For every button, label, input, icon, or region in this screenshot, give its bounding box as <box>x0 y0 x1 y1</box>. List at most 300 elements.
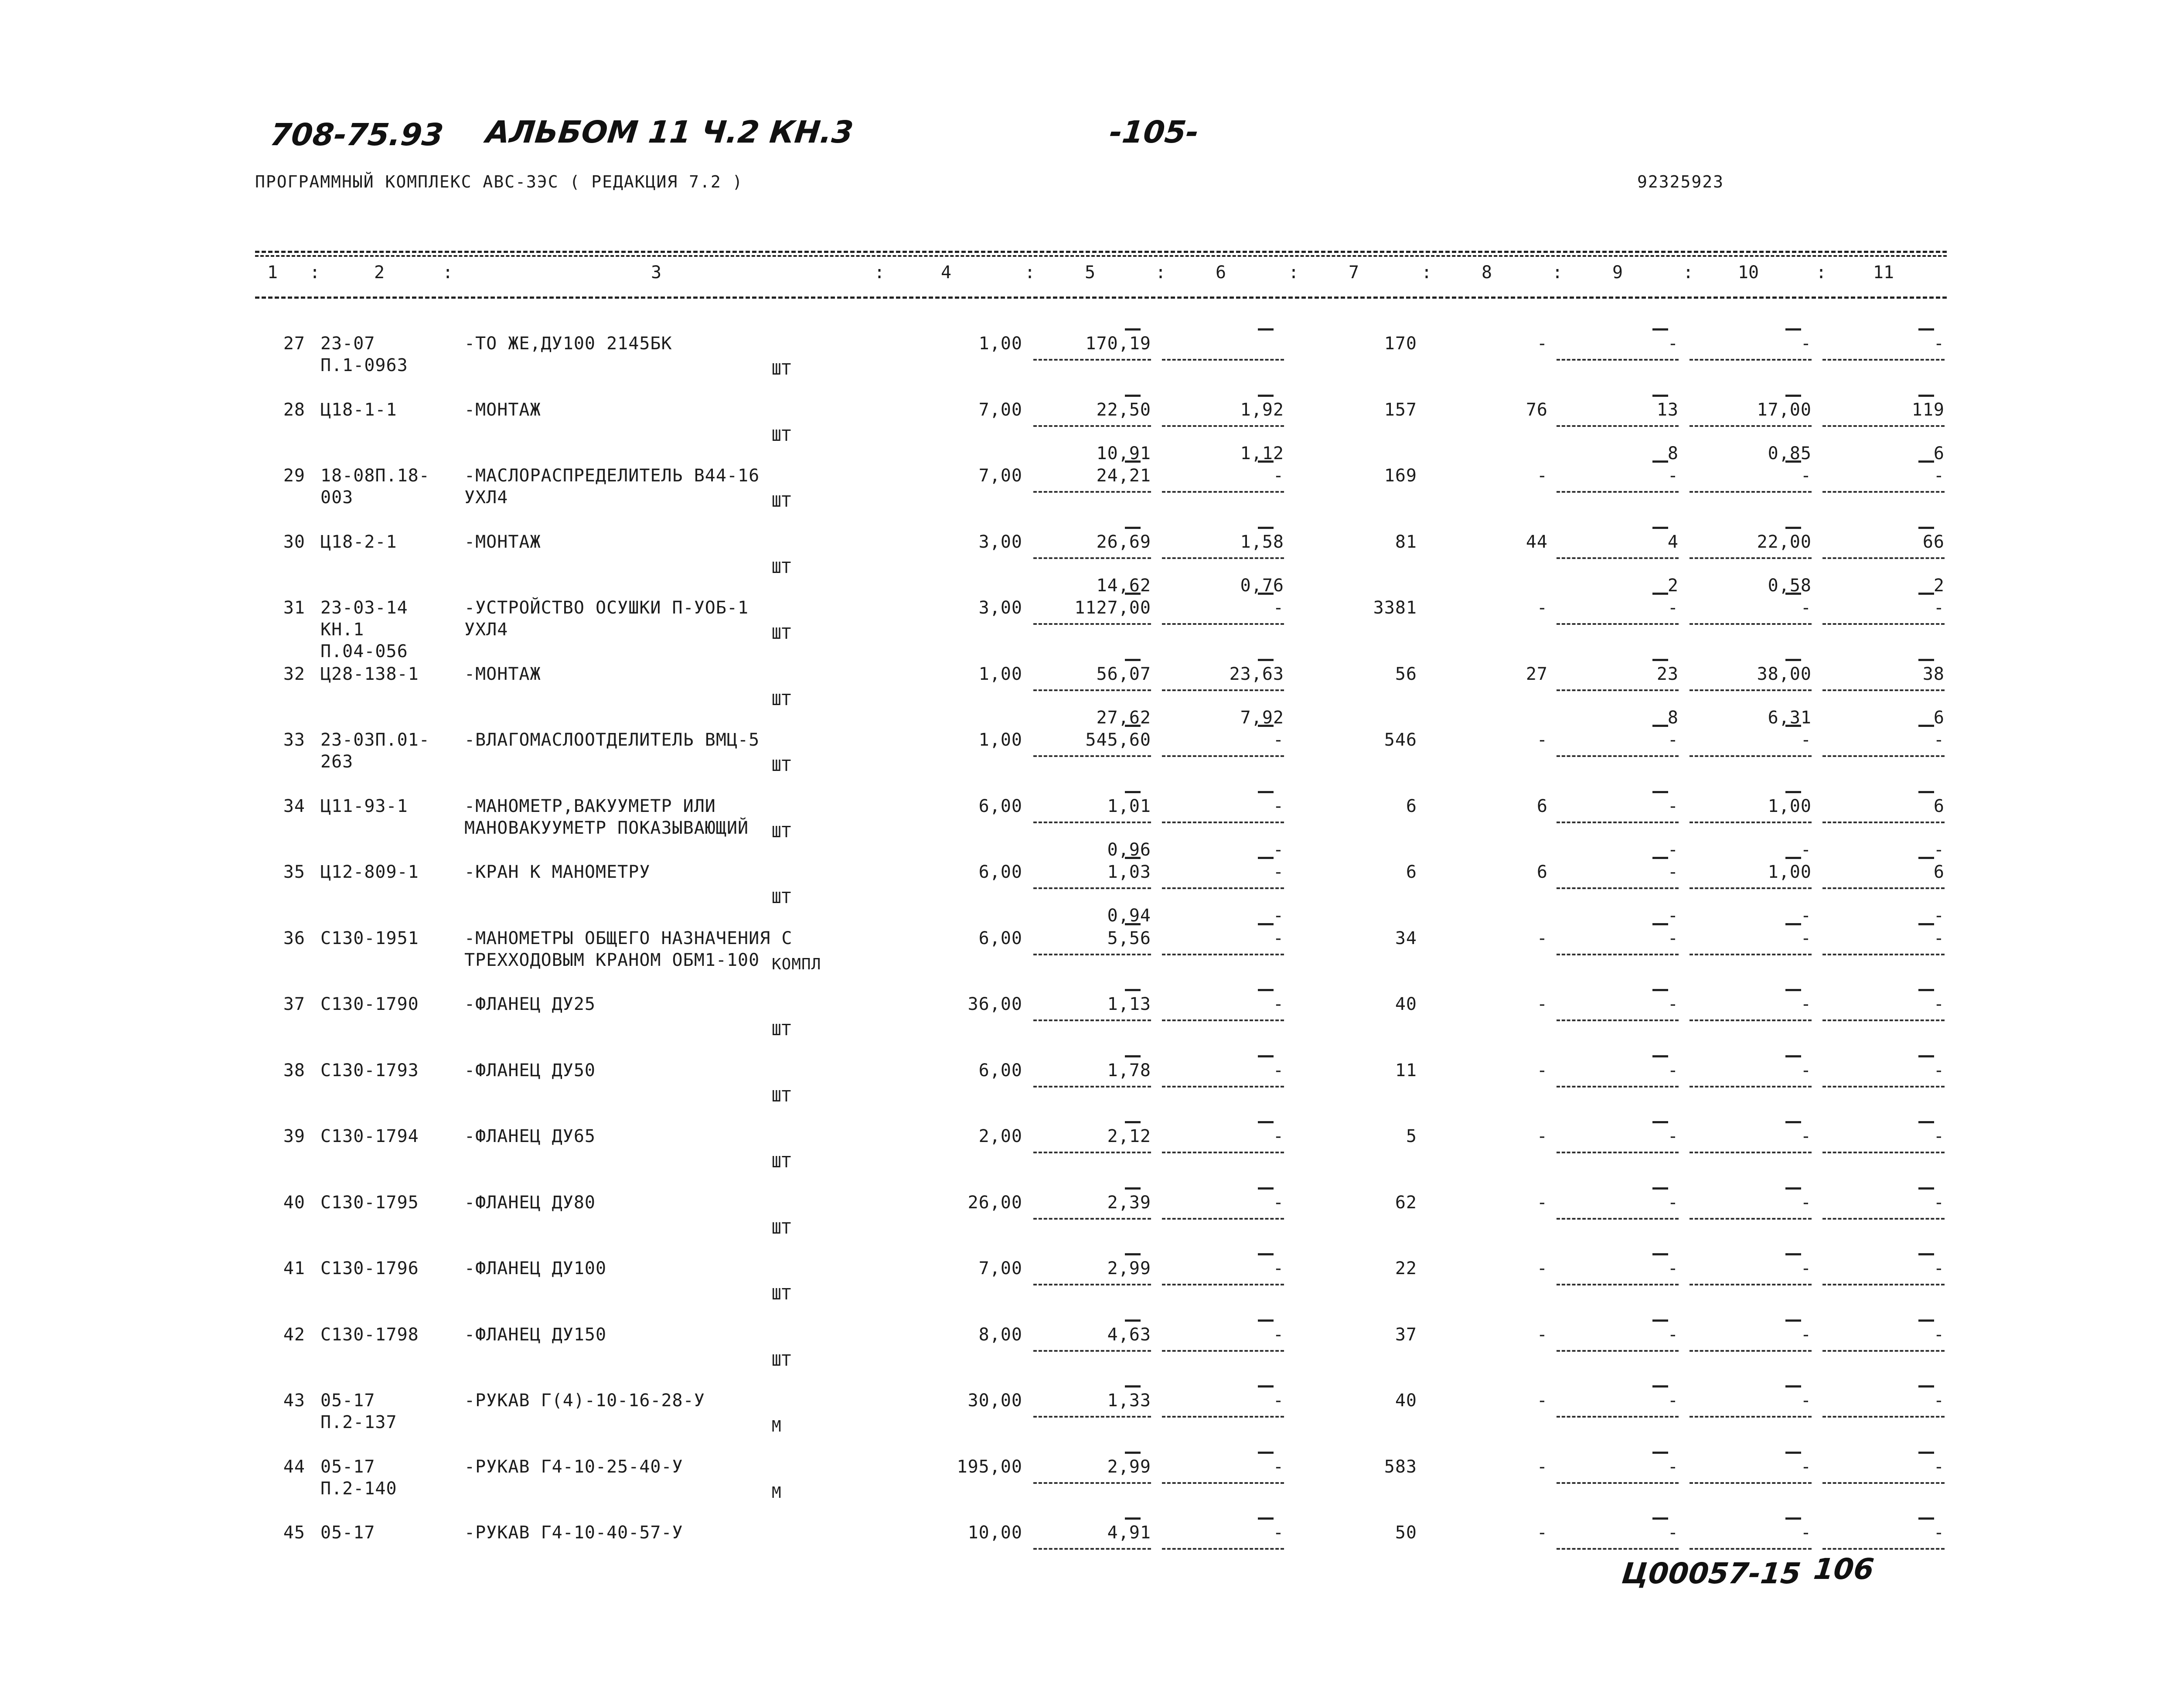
value-separator-line <box>1690 822 1812 823</box>
value-separator-line <box>1162 359 1284 361</box>
row-name: -ТО ЖЕ,ДУ100 2145БК <box>464 334 672 354</box>
row-col9-sub: 8 <box>1667 707 1679 728</box>
row-name: -ФЛАНЕЦ ДУ65 <box>464 1126 596 1146</box>
row-col11-sub: - <box>1933 839 1945 860</box>
row-col10: 22,00 <box>1757 532 1812 552</box>
value-separator-line <box>1557 755 1679 757</box>
value-separator-line <box>1033 1152 1151 1153</box>
row-total: 40 <box>1395 1391 1417 1411</box>
value-separator-line <box>1033 359 1151 361</box>
overline-mark <box>1258 1253 1274 1255</box>
row-unit: ШТ <box>772 757 792 775</box>
row-quantity: 6,00 <box>978 796 1022 816</box>
value-separator-line <box>1162 755 1284 757</box>
overline-mark <box>1785 989 1801 991</box>
overline-mark <box>1125 460 1141 463</box>
row-code: Ц11-93-1 <box>320 796 408 816</box>
row-wages: 76 <box>1526 399 1548 420</box>
row-name: -МОНТАЖ <box>464 664 541 684</box>
value-separator-line <box>1822 1218 1945 1220</box>
row-name-line2: УХЛ4 <box>464 488 508 508</box>
row-unit-price: 24,21 <box>1096 466 1151 486</box>
overline-mark <box>1125 659 1141 661</box>
value-separator-line <box>1033 1416 1151 1418</box>
row-col11: - <box>1933 730 1945 750</box>
value-separator-line <box>1162 1482 1284 1484</box>
row-col9: - <box>1667 862 1679 882</box>
value-separator-line <box>1557 1284 1679 1285</box>
row-col9: - <box>1667 1391 1679 1411</box>
value-separator-line <box>1033 755 1151 757</box>
value-separator-line <box>1557 689 1679 691</box>
row-machine-cost: - <box>1273 862 1284 882</box>
row-col11: 66 <box>1922 532 1945 552</box>
row-number: 31 <box>283 598 305 618</box>
row-col9: - <box>1667 928 1679 948</box>
row-machine-cost: - <box>1273 994 1284 1014</box>
overline-mark <box>1918 527 1934 529</box>
value-separator-line <box>1690 623 1812 625</box>
row-quantity: 8,00 <box>978 1324 1022 1345</box>
row-number: 41 <box>283 1258 305 1278</box>
row-total: 6 <box>1406 796 1417 816</box>
row-code-line2: КН.1 <box>320 620 364 640</box>
column-header-2: 2 <box>374 263 385 283</box>
value-separator-line <box>1162 822 1284 823</box>
overline-mark <box>1785 659 1801 661</box>
row-quantity: 26,00 <box>967 1192 1022 1213</box>
column-separator: : <box>1288 263 1299 283</box>
overline-mark <box>1785 1253 1801 1255</box>
overline-mark <box>1652 328 1668 331</box>
row-number: 27 <box>283 334 305 354</box>
row-col11: - <box>1933 1060 1945 1081</box>
row-quantity: 36,00 <box>967 994 1022 1014</box>
row-quantity: 6,00 <box>978 1060 1022 1081</box>
row-col10: 1,00 <box>1768 796 1812 816</box>
row-col10: - <box>1800 1324 1812 1345</box>
overline-mark <box>1125 989 1141 991</box>
row-name: -РУКАВ Г(4)-10-16-28-У <box>464 1391 705 1411</box>
row-machine-cost: - <box>1273 928 1284 948</box>
row-wages: - <box>1536 1456 1548 1477</box>
table-top-rule-2 <box>255 255 1947 257</box>
row-total: 546 <box>1384 730 1417 750</box>
row-quantity: 6,00 <box>978 928 1022 948</box>
value-separator-line <box>1557 1086 1679 1088</box>
value-separator-line <box>1822 491 1945 493</box>
value-separator-line <box>1162 1152 1284 1153</box>
row-number: 33 <box>283 730 305 750</box>
row-number: 35 <box>283 862 305 882</box>
value-separator-line <box>1822 689 1945 691</box>
row-col9-sub: 2 <box>1667 575 1679 596</box>
row-col9: - <box>1667 1523 1679 1543</box>
row-col10: - <box>1800 730 1812 750</box>
value-separator-line <box>1822 887 1945 889</box>
row-unit-price: 1127,00 <box>1074 598 1151 618</box>
row-col11: - <box>1933 466 1945 486</box>
row-number: 36 <box>283 928 305 948</box>
row-name: -ФЛАНЕЦ ДУ100 <box>464 1258 607 1278</box>
row-unit-price-sub: 0,96 <box>1107 839 1151 860</box>
overline-mark <box>1918 659 1934 661</box>
overline-mark <box>1125 791 1141 793</box>
row-machine-cost: - <box>1273 730 1284 750</box>
row-machine-cost: - <box>1273 1324 1284 1345</box>
row-unit: КОМПЛ <box>772 955 821 973</box>
row-col11: - <box>1933 1523 1945 1543</box>
row-wages: 44 <box>1526 532 1548 552</box>
value-separator-line <box>1822 1152 1945 1153</box>
row-col10-sub: - <box>1800 906 1812 926</box>
row-unit-price: 1,33 <box>1107 1391 1151 1411</box>
row-machine-cost: - <box>1273 796 1284 816</box>
overline-mark <box>1918 328 1934 331</box>
row-code-line2: 003 <box>320 488 354 508</box>
row-wages: - <box>1536 598 1548 618</box>
row-quantity: 7,00 <box>978 1258 1022 1278</box>
overline-mark <box>1918 1253 1934 1255</box>
value-separator-line <box>1557 954 1679 955</box>
overline-mark <box>1785 1452 1801 1454</box>
row-wages: - <box>1536 928 1548 948</box>
overline-mark <box>1785 923 1801 925</box>
overline-mark <box>1918 395 1934 397</box>
row-col9: - <box>1667 466 1679 486</box>
overline-mark <box>1918 1055 1934 1057</box>
row-col11-sub: - <box>1933 906 1945 926</box>
row-total: 583 <box>1384 1456 1417 1477</box>
row-col11: - <box>1933 598 1945 618</box>
row-wages: - <box>1536 1258 1548 1278</box>
row-unit-price-sub: 10,91 <box>1096 443 1151 464</box>
overline-mark <box>1258 1187 1274 1190</box>
value-separator-line <box>1162 557 1284 559</box>
value-separator-line <box>1690 689 1812 691</box>
overline-mark <box>1918 1319 1934 1322</box>
row-col9-sub: - <box>1667 906 1679 926</box>
row-code-line2: П.1-0963 <box>320 355 408 375</box>
row-code-line3: П.04-056 <box>320 641 408 661</box>
row-code-line2: П.2-137 <box>320 1412 397 1432</box>
overline-mark <box>1652 725 1668 727</box>
row-number: 29 <box>283 466 305 486</box>
row-col9: - <box>1667 1126 1679 1146</box>
row-col11: - <box>1933 1192 1945 1213</box>
row-code: Ц28-138-1 <box>320 664 419 684</box>
row-code: С130-1796 <box>320 1258 419 1278</box>
overline-mark <box>1258 328 1274 331</box>
value-separator-line <box>1033 1086 1151 1088</box>
row-unit: ШТ <box>772 889 792 907</box>
row-machine-cost: 23,63 <box>1229 664 1284 684</box>
overline-mark <box>1258 725 1274 727</box>
row-machine-cost: - <box>1273 1126 1284 1146</box>
overline-mark <box>1652 923 1668 925</box>
table-top-rule <box>255 251 1947 253</box>
row-unit: ШТ <box>772 625 792 643</box>
row-col11: - <box>1933 1258 1945 1278</box>
row-unit-price: 4,63 <box>1107 1324 1151 1345</box>
overline-mark <box>1125 725 1141 727</box>
row-name-line2: МАНОВАКУУМЕТР ПОКАЗЫВАЮЩИЙ <box>464 818 749 838</box>
row-name: -УСТРОЙСТВО ОСУШКИ П-УОБ-1 <box>464 598 749 618</box>
value-separator-line <box>1162 887 1284 889</box>
row-machine-cost: - <box>1273 1060 1284 1081</box>
overline-mark <box>1652 989 1668 991</box>
row-col9-sub: - <box>1667 839 1679 860</box>
row-quantity: 3,00 <box>978 598 1022 618</box>
value-separator-line <box>1033 491 1151 493</box>
row-total: 169 <box>1384 466 1417 486</box>
overline-mark <box>1258 527 1274 529</box>
row-wages: - <box>1536 730 1548 750</box>
overline-mark <box>1125 395 1141 397</box>
row-quantity: 2,00 <box>978 1126 1022 1146</box>
row-col9: 23 <box>1656 664 1679 684</box>
value-separator-line <box>1557 1152 1679 1153</box>
row-quantity: 30,00 <box>967 1391 1022 1411</box>
row-col11: 119 <box>1911 399 1945 420</box>
column-header-8: 8 <box>1481 263 1492 283</box>
overline-mark <box>1258 1319 1274 1322</box>
overline-mark <box>1785 1385 1801 1388</box>
overline-mark <box>1918 1517 1934 1520</box>
row-unit: ШТ <box>772 361 792 378</box>
column-header-11: 11 <box>1873 263 1894 283</box>
row-code: 23-07 <box>320 334 375 354</box>
value-separator-line <box>1822 1482 1945 1484</box>
row-col10: - <box>1800 928 1812 948</box>
row-col11: - <box>1933 994 1945 1014</box>
row-code: Ц12-809-1 <box>320 862 419 882</box>
row-col10: - <box>1800 1258 1812 1278</box>
row-col11: 6 <box>1933 796 1945 816</box>
row-total: 3381 <box>1373 598 1417 618</box>
overline-mark <box>1918 791 1934 793</box>
overline-mark <box>1652 395 1668 397</box>
overline-mark <box>1918 593 1934 595</box>
row-total: 50 <box>1395 1523 1417 1543</box>
overline-mark <box>1258 791 1274 793</box>
row-total: 34 <box>1395 928 1417 948</box>
value-separator-line <box>1033 1218 1151 1220</box>
value-separator-line <box>1033 887 1151 889</box>
overline-mark <box>1785 1055 1801 1057</box>
row-col11: - <box>1933 1456 1945 1477</box>
row-quantity: 3,00 <box>978 532 1022 552</box>
column-header-9: 9 <box>1612 263 1623 283</box>
row-total: 5 <box>1406 1126 1417 1146</box>
value-separator-line <box>1690 1218 1812 1220</box>
row-unit: ШТ <box>772 1153 792 1171</box>
value-separator-line <box>1822 1086 1945 1088</box>
row-col10-sub: - <box>1800 839 1812 860</box>
row-number: 30 <box>283 532 305 552</box>
column-header-10: 10 <box>1737 263 1759 283</box>
overline-mark <box>1652 1121 1668 1123</box>
overline-mark <box>1652 527 1668 529</box>
value-separator-line <box>1690 1284 1812 1285</box>
row-unit: ШТ <box>772 1087 792 1105</box>
value-separator-line <box>1690 1350 1812 1352</box>
overline-mark <box>1652 460 1668 463</box>
row-unit: ШТ <box>772 1285 792 1303</box>
row-machine-cost-sub: 1,12 <box>1240 443 1284 464</box>
overline-mark <box>1258 1121 1274 1123</box>
row-col9: - <box>1667 1258 1679 1278</box>
row-unit-price: 2,99 <box>1107 1456 1151 1477</box>
row-code: 23-03-14 <box>320 598 408 618</box>
value-separator-line <box>1033 623 1151 625</box>
row-name: -ФЛАНЕЦ ДУ150 <box>464 1324 607 1345</box>
row-col9: - <box>1667 1324 1679 1345</box>
row-wages: - <box>1536 1324 1548 1345</box>
value-separator-line <box>1162 954 1284 955</box>
row-code: С130-1795 <box>320 1192 419 1213</box>
value-separator-line <box>1557 1019 1679 1021</box>
row-unit-price: 56,07 <box>1096 664 1151 684</box>
overline-mark <box>1258 593 1274 595</box>
row-unit: ШТ <box>772 426 792 445</box>
value-separator-line <box>1557 491 1679 493</box>
row-col9: - <box>1667 1456 1679 1477</box>
value-separator-line <box>1162 1218 1284 1220</box>
column-separator: : <box>1552 263 1563 283</box>
row-machine-cost: - <box>1273 1258 1284 1278</box>
value-separator-line <box>1822 1548 1945 1550</box>
value-separator-line <box>1557 623 1679 625</box>
row-number: 34 <box>283 796 305 816</box>
row-code-line2: П.2-140 <box>320 1478 397 1499</box>
row-col11: - <box>1933 1126 1945 1146</box>
row-col10: - <box>1800 1060 1812 1081</box>
value-separator-line <box>1162 623 1284 625</box>
overline-mark <box>1652 1253 1668 1255</box>
overline-mark <box>1652 1187 1668 1190</box>
overline-mark <box>1918 857 1934 859</box>
row-col10: 17,00 <box>1757 399 1812 420</box>
row-machine-cost: - <box>1273 1391 1284 1411</box>
overline-mark <box>1652 1517 1668 1520</box>
column-separator: : <box>1155 263 1166 283</box>
value-separator-line <box>1557 1482 1679 1484</box>
row-unit-price: 22,50 <box>1096 399 1151 420</box>
row-code: 05-17 <box>320 1391 375 1411</box>
overline-mark <box>1918 460 1934 463</box>
row-unit: ШТ <box>772 1219 792 1238</box>
row-col9: - <box>1667 1192 1679 1213</box>
row-unit: М <box>772 1418 782 1435</box>
row-total: 62 <box>1395 1192 1417 1213</box>
overline-mark <box>1785 725 1801 727</box>
value-separator-line <box>1690 425 1812 427</box>
row-wages: 27 <box>1526 664 1548 684</box>
row-name: -ФЛАНЕЦ ДУ50 <box>464 1060 596 1081</box>
row-name: -ФЛАНЕЦ ДУ25 <box>464 994 596 1014</box>
overline-mark <box>1918 1385 1934 1388</box>
row-machine-cost-sub: 7,92 <box>1240 707 1284 728</box>
column-header-7: 7 <box>1348 263 1359 283</box>
row-col11: - <box>1933 928 1945 948</box>
overline-mark <box>1785 328 1801 331</box>
overline-mark <box>1785 1187 1801 1190</box>
row-code: Ц18-2-1 <box>320 532 397 552</box>
row-unit-price: 5,56 <box>1107 928 1151 948</box>
row-unit-price: 26,69 <box>1096 532 1151 552</box>
overline-mark <box>1258 460 1274 463</box>
row-col10: - <box>1800 1126 1812 1146</box>
doc-number: 708-75.93 <box>268 117 445 153</box>
row-col9: - <box>1667 1060 1679 1081</box>
value-separator-line <box>1557 557 1679 559</box>
value-separator-line <box>1690 887 1812 889</box>
column-separator: : <box>310 263 320 283</box>
overline-mark <box>1785 527 1801 529</box>
value-separator-line <box>1033 689 1151 691</box>
row-col10: - <box>1800 598 1812 618</box>
row-number: 28 <box>283 399 305 420</box>
value-separator-line <box>1162 1350 1284 1352</box>
value-separator-line <box>1690 1482 1812 1484</box>
row-quantity: 195,00 <box>957 1456 1022 1477</box>
overline-mark <box>1258 1452 1274 1454</box>
overline-mark <box>1652 1319 1668 1322</box>
overline-mark <box>1125 527 1141 529</box>
overline-mark <box>1918 1121 1934 1123</box>
column-header-1: 1 <box>267 263 278 283</box>
value-separator-line <box>1033 822 1151 823</box>
value-separator-line <box>1033 954 1151 955</box>
value-separator-line <box>1822 359 1945 361</box>
overline-mark <box>1125 1187 1141 1190</box>
row-quantity: 6,00 <box>978 862 1022 882</box>
row-code: С130-1793 <box>320 1060 419 1081</box>
value-separator-line <box>1033 1548 1151 1550</box>
value-separator-line <box>1557 359 1679 361</box>
column-header-6: 6 <box>1215 263 1226 283</box>
value-separator-line <box>1557 887 1679 889</box>
value-separator-line <box>1822 1284 1945 1285</box>
column-header-4: 4 <box>940 263 952 283</box>
row-wages: - <box>1536 1192 1548 1213</box>
row-machine-cost: - <box>1273 598 1284 618</box>
row-name: -МОНТАЖ <box>464 532 541 552</box>
overline-mark <box>1125 1121 1141 1123</box>
row-unit: М <box>772 1483 782 1502</box>
overline-mark <box>1785 395 1801 397</box>
overline-mark <box>1918 923 1934 925</box>
row-number: 44 <box>283 1456 305 1477</box>
row-wages: - <box>1536 466 1548 486</box>
row-unit-price: 170,19 <box>1085 334 1151 354</box>
value-separator-line <box>1822 822 1945 823</box>
row-quantity: 10,00 <box>967 1523 1022 1543</box>
program-title: ПРОГРАММНЫЙ КОМПЛЕКС АВС-3ЭС ( РЕДАКЦИЯ 7.2 ) <box>255 172 743 191</box>
value-separator-line <box>1162 1548 1284 1550</box>
value-separator-line <box>1822 623 1945 625</box>
row-unit-price: 1,78 <box>1107 1060 1151 1081</box>
row-unit-price: 2,12 <box>1107 1126 1151 1146</box>
album-label: АЛЬБОМ 11 Ч.2 КН.3 <box>484 114 855 150</box>
value-separator-line <box>1690 1548 1812 1550</box>
column-separator: : <box>443 263 453 283</box>
overline-mark <box>1125 857 1141 859</box>
overline-mark <box>1785 791 1801 793</box>
row-name: -РУКАВ Г4-10-25-40-У <box>464 1456 683 1477</box>
row-code-line2: 263 <box>320 752 354 772</box>
